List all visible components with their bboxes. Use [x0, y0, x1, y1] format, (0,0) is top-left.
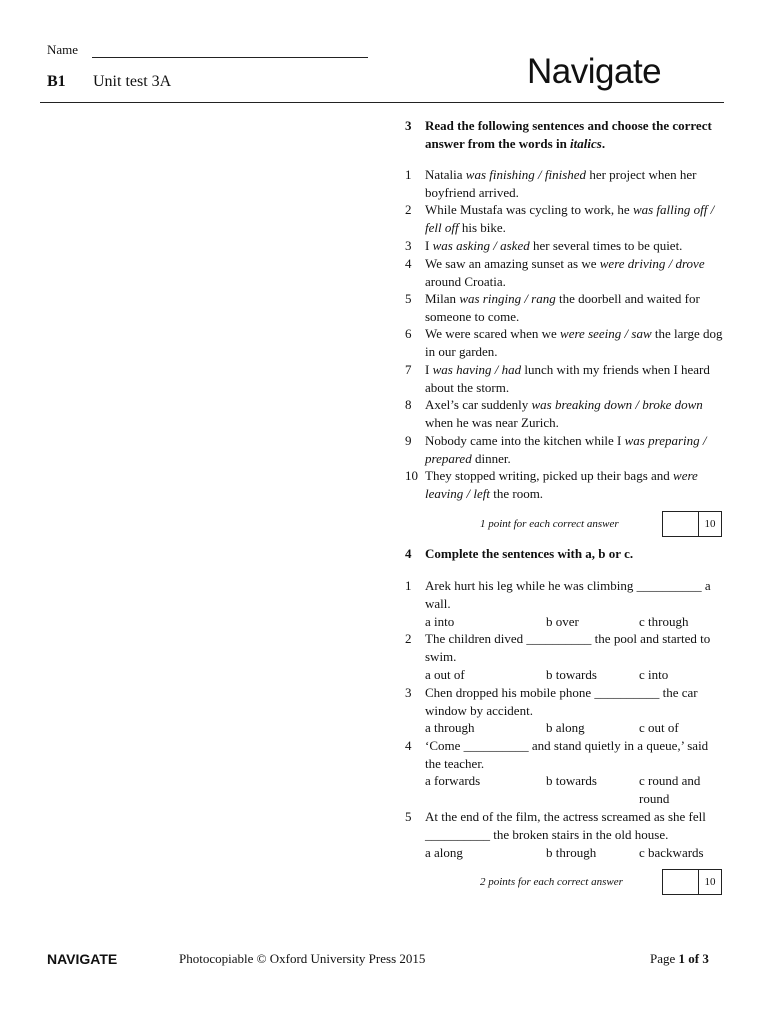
question-number: 4 — [405, 738, 412, 753]
question-number: 6 — [405, 326, 412, 341]
section-number: 3 — [405, 118, 412, 133]
question-text: While Mustafa was cycling to work, he was falling off / fell off his bike. — [425, 202, 715, 235]
question-number: 2 — [405, 202, 412, 217]
section-4-heading — [405, 545, 725, 563]
section-number: 4 — [405, 546, 412, 561]
page-number: Page 1 of 3 — [650, 951, 709, 966]
question-number: 1 — [405, 167, 412, 182]
name-label: Name — [47, 42, 79, 57]
option-c: c out of — [639, 720, 679, 735]
question-number: 7 — [405, 362, 412, 377]
score-total: 10 — [699, 511, 722, 537]
section-instruction: Complete the sentences with a, b or c. — [425, 546, 634, 561]
question-number: 9 — [405, 433, 412, 448]
header-divider — [40, 102, 724, 103]
points-note: 1 point for each correct answer — [480, 518, 619, 530]
question-text: I was having / had lunch with my friends when I heard about the storm. — [425, 362, 710, 395]
footer-copyright: Photocopiable © Oxford University Press 2015 — [179, 951, 426, 966]
option-b: b along — [546, 720, 585, 735]
question-number: 2 — [405, 631, 412, 646]
option-c: c backwards — [639, 845, 704, 860]
question-text: ‘Come __________ and stand quietly in a queue,’ said the teacher. — [425, 738, 709, 771]
option-a: a through — [425, 720, 475, 735]
question-text: Nobody came into the kitchen while I was preparing / prepared dinner. — [425, 433, 707, 466]
question-text: We were scared when we were seeing / saw the large dog in our garden. — [425, 326, 723, 359]
question-text: Arek hurt his leg while he was climbing __________ a wall. — [425, 578, 711, 611]
option-b: b over — [546, 614, 579, 629]
question-number: 5 — [405, 291, 412, 306]
option-b: b towards — [546, 773, 597, 788]
question-number: 8 — [405, 397, 412, 412]
option-c: c round and round — [639, 773, 701, 806]
option-a: a forwards — [425, 773, 481, 788]
section-instruction: Read the following sentences and choose the correct answer from the words in italics. — [425, 118, 712, 151]
score-box — [662, 511, 699, 537]
question-text: Milan was ringing / rang the doorbell and waited for someone to come. — [425, 291, 700, 324]
option-a: a out of — [425, 667, 465, 682]
question-text: We saw an amazing sunset as we were driving / drove around Croatia. — [425, 256, 705, 289]
footer-brand: NAVIGATE — [47, 951, 118, 967]
score-total: 10 — [699, 869, 722, 895]
question-number: 10 — [405, 468, 418, 483]
option-a: a along — [425, 845, 463, 860]
unit-title: Unit test 3A — [93, 73, 172, 90]
name-line — [92, 57, 368, 58]
option-b: b towards — [546, 667, 597, 682]
question-text: Chen dropped his mobile phone __________ the car window by accident. — [425, 685, 698, 718]
option-c: c through — [639, 614, 689, 629]
question-number: 1 — [405, 578, 412, 593]
option-b: b through — [546, 845, 597, 860]
question-text: At the end of the film, the actress screamed as she fell __________ the broken stairs in the old house. — [425, 809, 706, 842]
question-number: 4 — [405, 256, 412, 271]
section-3-heading — [405, 117, 725, 153]
question-text: The children dived __________ the pool and started to swim. — [425, 631, 711, 664]
brand-logo: Navigate — [527, 52, 662, 91]
points-note: 2 points for each correct answer — [480, 876, 623, 888]
question-number: 3 — [405, 238, 412, 253]
question-number: 3 — [405, 685, 412, 700]
option-c: c into — [639, 667, 669, 682]
level-label: B1 — [47, 73, 66, 90]
question-text: Natalia was finishing / finished her project when her boyfriend arrived. — [425, 167, 697, 200]
question-text: Axel’s car suddenly was breaking down / broke down when he was near Zurich. — [425, 397, 703, 430]
question-number: 5 — [405, 809, 412, 824]
question-text: They stopped writing, picked up their bags and were leaving / left the room. — [425, 468, 698, 501]
option-a: a into — [425, 614, 455, 629]
score-box — [662, 869, 699, 895]
question-text: I was asking / asked her several times to be quiet. — [425, 238, 683, 253]
